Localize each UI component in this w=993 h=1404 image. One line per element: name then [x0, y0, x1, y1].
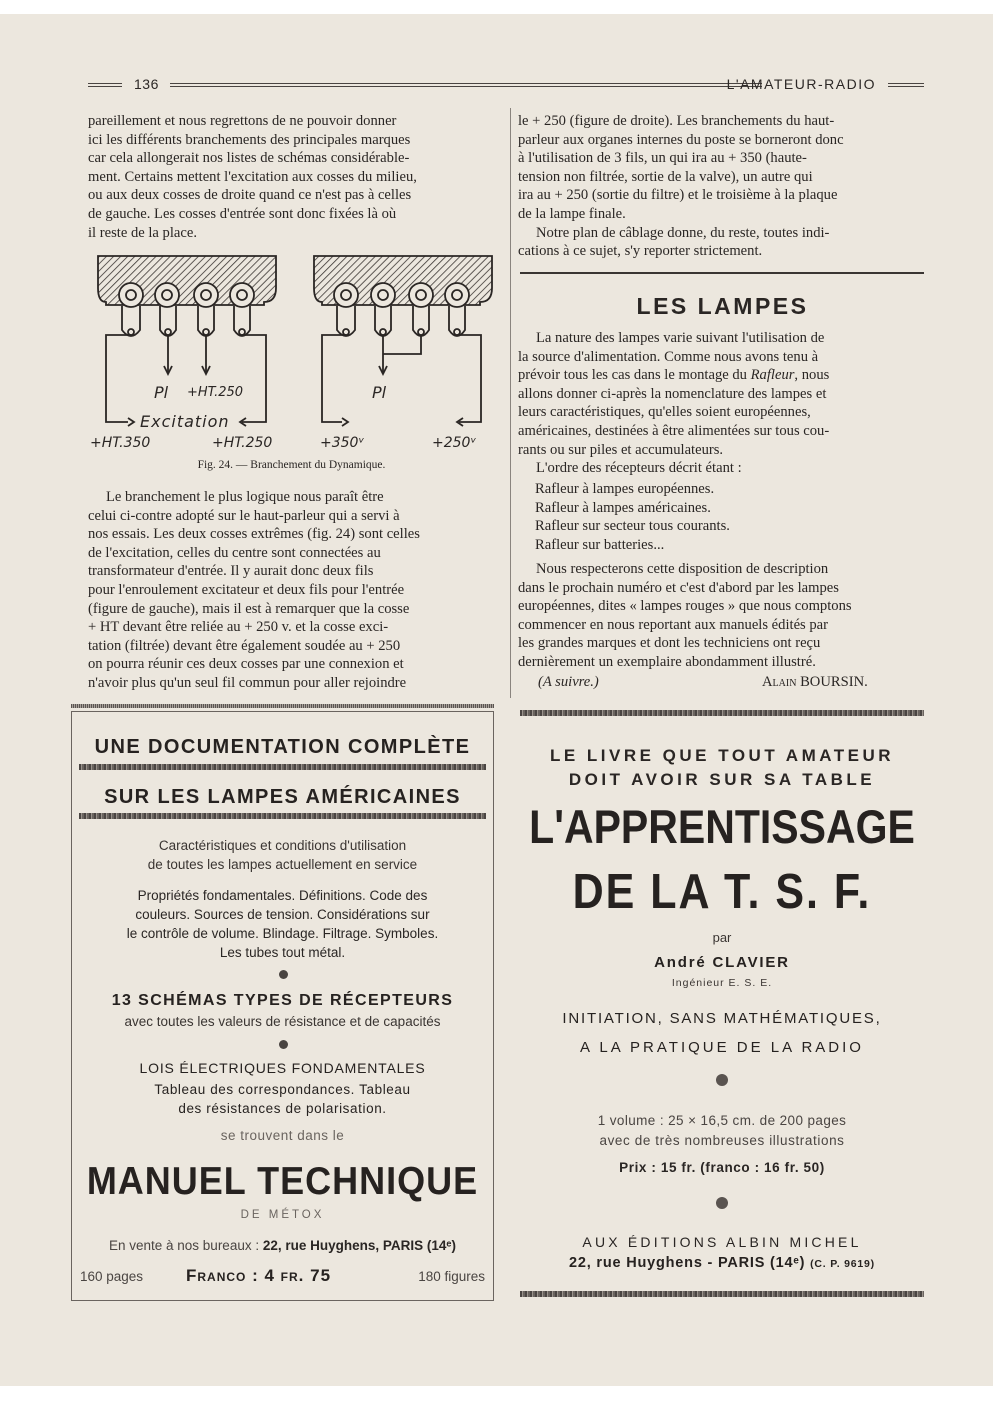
- list-item: Rafleur sur secteur tous courants.: [535, 518, 730, 535]
- text-line: rants ou sur piles et accumulateurs.: [518, 441, 724, 458]
- ad-tagline-2: DOIT AVOIR SUR SA TABLE: [568, 770, 876, 789]
- ad-price: Prix : 15 fr. (franco : 16 fr. 50): [619, 1160, 825, 1175]
- right-terminal-block: [314, 256, 492, 426]
- header-ornament-left: [88, 83, 122, 87]
- text-line: le contrôle de volume. Blindage. Filtrage. Symboles.: [126, 926, 439, 941]
- ad-hatch-rule: [79, 813, 486, 819]
- closing-paragraph: [518, 560, 924, 672]
- text-line: américaines, destinées à être alimentées sur tous cou-: [518, 422, 830, 439]
- ad-author-title: Ingénieur E. S. E.: [671, 977, 773, 989]
- rafleur-italic: Rafleur: [750, 367, 795, 384]
- text-line: couleurs. Sources de tension. Considérations sur: [135, 907, 430, 922]
- ad-postal: (C. P. 9619): [810, 1258, 875, 1270]
- ad-publisher: AUX ÉDITIONS ALBIN MICHEL: [582, 1234, 862, 1250]
- ad-headline-2: SUR LES LAMPES AMÉRICAINES: [104, 786, 461, 808]
- ad-address-line: [518, 1255, 926, 1271]
- text-line: les grandes marques et dont les techniciens ont reçu: [518, 635, 821, 652]
- text-line: la source d'alimentation. Comme nous avons tenu à: [518, 348, 819, 365]
- label-pl-left: Pl: [154, 383, 169, 402]
- ad-book-title-1: L'APPRENTISSAGE: [529, 800, 915, 854]
- running-header: [88, 76, 924, 94]
- ad-schemas-sub: avec toutes les valeurs de résistance et de capacités: [124, 1014, 441, 1029]
- text-line: de la lampe finale.: [518, 205, 626, 222]
- text-line: de gauche. Les cosses d'entrée sont donc fixées là où: [88, 205, 397, 222]
- text-line: ment. Certains mettent l'excitation aux cosses du milieu,: [88, 168, 417, 185]
- page-number: 136: [134, 76, 159, 92]
- ad-volume-2: avec de très nombreuses illustrations: [599, 1133, 845, 1148]
- text-line: cations à ce sujet, s'y reporter strictement.: [518, 243, 763, 260]
- ad-subtitle-2: A LA PRATIQUE DE LA RADIO: [580, 1039, 864, 1056]
- label-pl-right: Pl: [372, 383, 387, 402]
- label-ht250-top: +HT.250: [187, 385, 244, 400]
- section-title-les-lampes: LES LAMPES: [636, 293, 809, 319]
- left-body-paragraph: [88, 488, 494, 693]
- text-line: transformateur d'entrée. Il y aurait donc deux fils: [88, 563, 374, 580]
- journal-title: L'AMATEUR-RADIO: [726, 76, 876, 92]
- text-line: tation (filtrée) devant être également soudée au + 250: [88, 637, 401, 654]
- figure-caption: Fig. 24. — Branchement du Dynamique.: [197, 459, 386, 471]
- ad-manuel-technique: [71, 711, 494, 1301]
- text-line: + HT devant être reliée au + 250 v. et la cosse exci-: [88, 619, 389, 636]
- receiver-list: [535, 480, 730, 554]
- section-rule: [520, 272, 924, 274]
- ad-manual-title: MANUEL TECHNIQUE: [86, 1158, 479, 1203]
- text-line: allons donner ci-après la nomenclature des lampes et: [518, 385, 827, 402]
- ad-book-author: André CLAVIER: [654, 954, 790, 971]
- sale-address: 22, rue Huyghens, PARIS (14ᵉ): [262, 1238, 456, 1253]
- text-line: commencer en nous reportant aux manuels édités par: [518, 616, 829, 633]
- ad-manual-brand: DE MÉTOX: [240, 1209, 325, 1221]
- text-line: tension non filtrée, sortie de la valve), un autre qui: [518, 168, 813, 185]
- text-line: Notre plan de câblage donne, du reste, toutes indi-: [536, 224, 830, 241]
- text-line: Caractéristiques et conditions d'utilisation: [158, 838, 407, 853]
- ad-top-rule: [71, 704, 494, 708]
- text-line: parleur aux organes internes du poste se borneront donc: [518, 131, 844, 148]
- text-line: nos essais. Les deux cosses extrêmes (fig. 24) sont celles: [88, 526, 420, 543]
- label-250v: +250ᵛ: [432, 435, 477, 451]
- ad-found-in: se trouvent dans le: [220, 1128, 345, 1143]
- ad-volume-1: 1 volume : 25 × 16,5 cm. de 200 pages: [597, 1113, 847, 1128]
- text-line: ici les différents branchements des principales marques: [88, 131, 411, 148]
- text-line: Les tubes tout métal.: [219, 945, 346, 960]
- left-terminal-block: [98, 256, 276, 426]
- ad-lois-title: LOIS ÉLECTRIQUES FONDAMENTALES: [139, 1060, 426, 1076]
- text-line: le + 250 (figure de droite). Les branchements du haut-: [518, 113, 835, 129]
- label-ht250-bottom: +HT.250: [212, 435, 273, 451]
- text-line: Nous respecterons cette disposition de description: [536, 561, 829, 577]
- text-line: prévoir tous les cas dans le montage du Rafleur, nous: [518, 367, 830, 384]
- text-line: Le branchement le plus logique nous paraît être: [106, 489, 384, 505]
- ad-apprentissage-tsf: [518, 730, 926, 1310]
- list-item: Rafleur à lampes américaines.: [535, 499, 711, 516]
- to-be-continued: (A suivre.): [538, 674, 599, 690]
- header-rule: [170, 83, 762, 87]
- bullet-icon: [279, 1040, 288, 1049]
- ad-desc-2: [72, 886, 493, 962]
- text-line: européennes, dites « lampes rouges » que nous comptons: [518, 598, 852, 615]
- text-line: leurs caractéristiques, qu'elles soient européennes,: [518, 404, 811, 421]
- text-line: (figure de gauche), mais il est à remarquer que la cosse: [88, 600, 410, 617]
- ad-desc-1: [72, 836, 493, 874]
- text-line: L'ordre des récepteurs décrit étant :: [536, 460, 742, 477]
- text-line: ira au + 250 (sortie du filtre) et le troisième à la plaque: [518, 187, 838, 204]
- bullet-icon: [279, 970, 288, 979]
- left-intro-paragraph: [88, 112, 494, 242]
- ad-hatch-rule: [79, 764, 486, 770]
- ad-pages: 160 pages: [80, 1269, 144, 1284]
- sale-prefix: En vente à nos bureaux :: [108, 1238, 260, 1253]
- text-line: on pourra réunir ces deux cosses par une connexion et: [88, 656, 404, 673]
- text-line: car cela allongerait nos listes de schémas considérable-: [88, 150, 410, 167]
- ad-book-title-2: DE LA T. S. F.: [572, 864, 872, 920]
- text-line: de toutes les lampes actuellement en service: [147, 857, 418, 872]
- list-item: Rafleur sur batteries...: [535, 536, 665, 553]
- text-line: pareillement et nous regrettons de ne pouvoir donner: [88, 113, 397, 129]
- text-line: Propriétés fondamentales. Définitions. Code des: [137, 888, 428, 903]
- text-line: Tableau des correspondances. Tableau: [154, 1082, 411, 1097]
- text-line: La nature des lampes varie suivant l'utilisation de: [536, 330, 825, 346]
- column-divider: [510, 108, 511, 698]
- text-line: pour l'enroulement excitateur et deux fils pour l'entrée: [88, 581, 405, 598]
- ad-by: par: [712, 930, 732, 945]
- author-signature: Alain BOURSIN.: [762, 674, 868, 690]
- text-line: de l'excitation, celles du centre sont connectées au: [88, 544, 381, 561]
- lampes-paragraph: [518, 329, 924, 478]
- label-350v: +350ᵛ: [320, 435, 365, 451]
- text-line: n'avoir plus qu'un seul fil commun pour aller rejoindre: [88, 674, 407, 691]
- ad-figures: 180 figures: [418, 1269, 485, 1284]
- ad-top-hatch: [520, 710, 924, 716]
- ad-sale-info: [72, 1238, 493, 1253]
- label-ht350: +HT.350: [90, 435, 151, 451]
- label-excitation: Excitation: [140, 412, 230, 431]
- ad-franco-price: Franco : 4 fr. 75: [186, 1266, 332, 1285]
- text-line: ou aux deux cosses de droite quand ce n'est pas à celles: [88, 187, 412, 204]
- figure-24-dynamic-wiring: [84, 250, 499, 475]
- header-ornament-right: [888, 83, 924, 87]
- text-line: dernièrement un exemplaire abondamment illustré.: [518, 653, 816, 670]
- text-line: à l'utilisation de 3 fils, un qui ira au + 350 (haute-: [518, 150, 807, 167]
- bullet-icon: [716, 1197, 728, 1209]
- list-item: Rafleur à lampes européennes.: [535, 481, 715, 497]
- ad-address: 22, rue Huyghens - PARIS (14ᵉ): [569, 1255, 806, 1271]
- ad-tagline-1: LE LIVRE QUE TOUT AMATEUR: [549, 746, 895, 765]
- ad-lois-lines: [72, 1080, 493, 1118]
- ad-subtitle-1: INITIATION, SANS MATHÉMATIQUES,: [562, 1010, 882, 1027]
- ad-schemas-title: 13 SCHÉMAS TYPES DE RÉCEPTEURS: [111, 992, 454, 1009]
- text-line: celui ci-contre adopté sur le haut-parleur qui a servi à: [88, 507, 400, 524]
- text-line: des résistances de polarisation.: [178, 1101, 387, 1116]
- text-line: dans le prochain numéro et c'est d'abord par les lampes: [518, 579, 839, 596]
- text-line: il reste de la place.: [88, 224, 197, 241]
- right-intro-paragraph: [518, 112, 924, 261]
- ad-bottom-hatch: [520, 1291, 924, 1297]
- bullet-icon: [716, 1074, 728, 1086]
- ad-headline-1: UNE DOCUMENTATION COMPLÈTE: [94, 736, 471, 758]
